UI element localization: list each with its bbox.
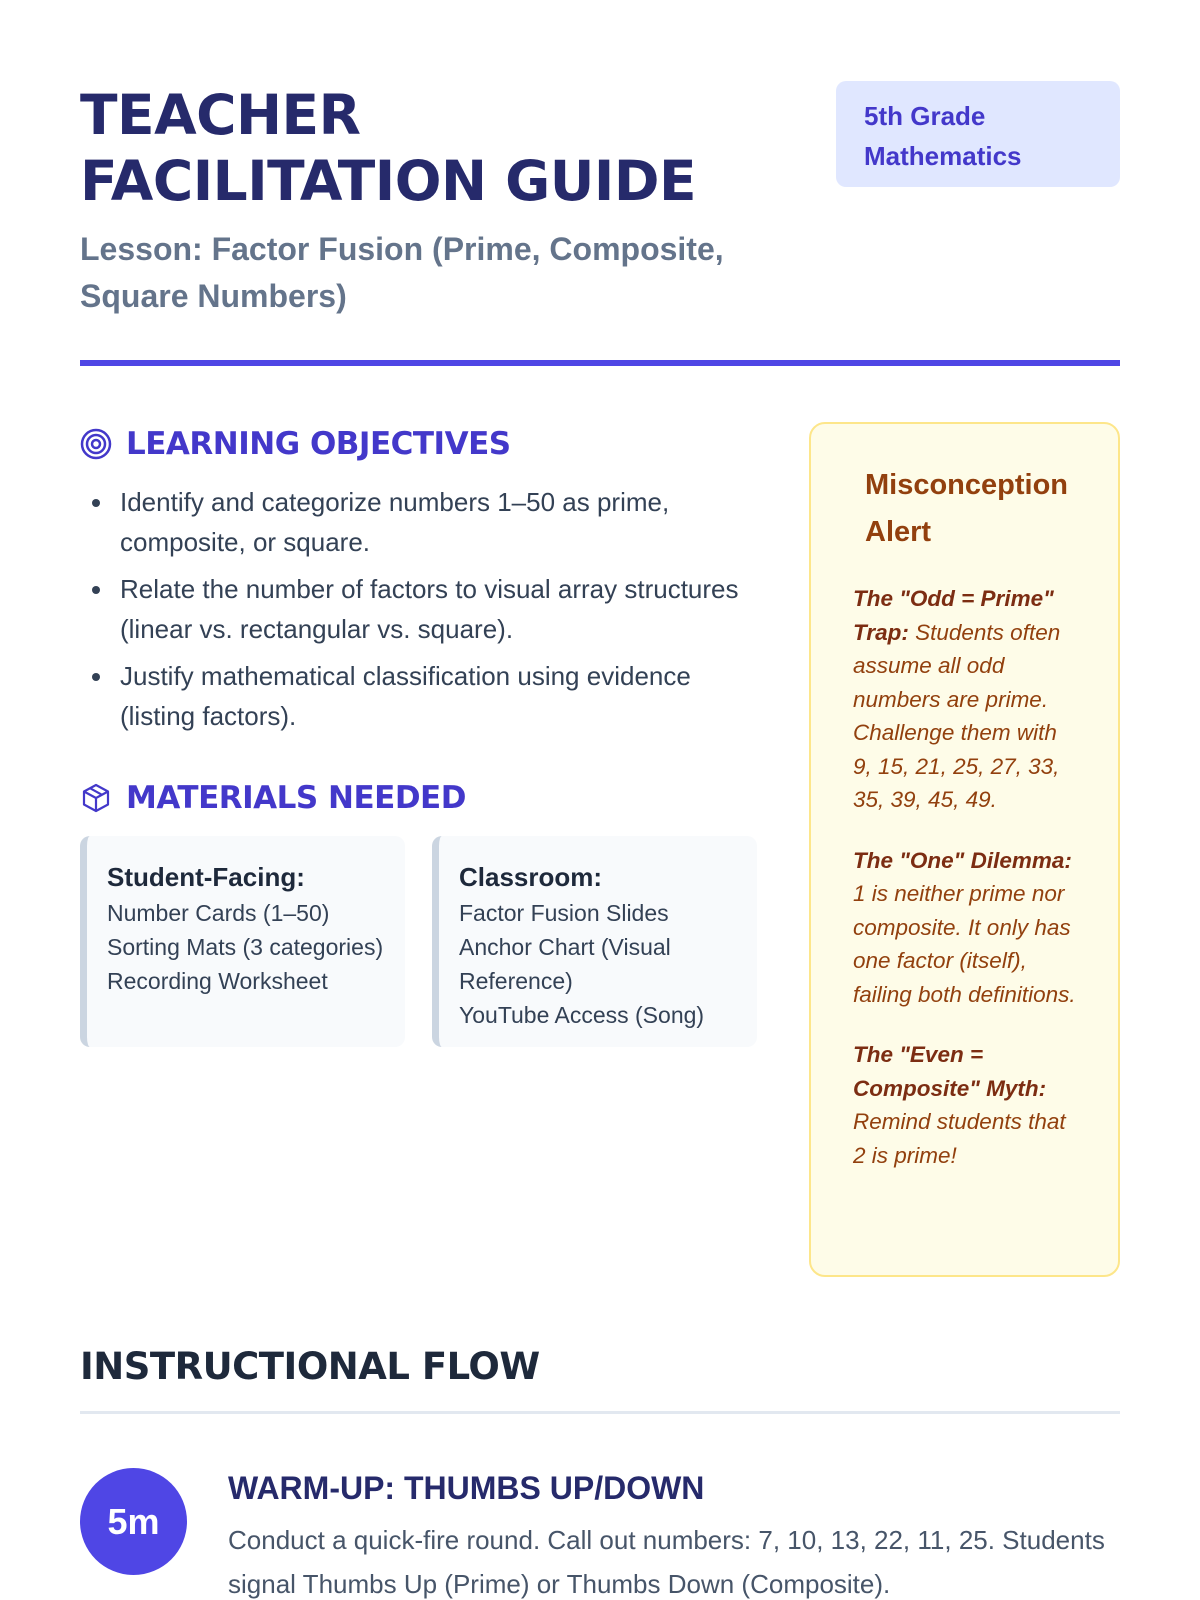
student-materials-title: Student-Facing: <box>107 862 305 892</box>
step-time-badge: 5m <box>80 1468 187 1575</box>
materials-heading-label: MATERIALS NEEDED <box>126 780 466 816</box>
objective-item: Identify and categorize numbers 1–50 as prime, composite, or square. <box>80 482 760 562</box>
alert-item-text: 1 is neither prime nor composite. It only has one factor (itself), failing both definitions. <box>853 881 1076 1007</box>
classroom-materials-title: Classroom: <box>459 862 603 892</box>
objective-item: Justify mathematical classification using evidence (listing factors). <box>80 656 760 736</box>
instructional-flow-heading: INSTRUCTIONAL FLOW <box>80 1345 540 1388</box>
grade-badge-line-1: 5th Grade <box>864 101 986 131</box>
alert-item-lead: The "One" Dilemma: <box>853 847 1072 873</box>
objectives-list <box>80 482 760 743</box>
material-item: Sorting Mats (3 categories) <box>107 934 384 960</box>
alert-item <box>853 844 1080 1012</box>
alert-item-text: Remind students that 2 is prime! <box>853 1109 1066 1168</box>
alert-item <box>853 1038 1080 1172</box>
alert-item <box>853 582 1080 817</box>
alert-item-text: Students often assume all odd numbers are prime. Challenge them with 9, 15, 21, 25, 27, 33, 35, 39, 45, 49. <box>853 619 1061 812</box>
lesson-subtitle: Lesson: Factor Fusion (Prime, Composite, Square Numbers) <box>80 231 724 314</box>
material-item: Factor Fusion Slides <box>459 900 669 926</box>
objectives-heading-label: LEARNING OBJECTIVES <box>126 426 511 462</box>
misconception-alert <box>809 422 1120 1277</box>
alert-item-lead: The "Even = Composite" Myth: <box>853 1042 1047 1101</box>
box-icon <box>80 782 112 814</box>
material-item: YouTube Access (Song) <box>459 1002 705 1028</box>
flow-divider <box>80 1411 1120 1414</box>
title-line-1: TEACHER <box>80 83 361 147</box>
objectives-heading <box>80 426 511 462</box>
classroom-materials-card <box>432 836 757 1047</box>
material-item: Recording Worksheet <box>107 968 328 994</box>
page-title <box>80 82 820 214</box>
target-icon <box>80 428 112 460</box>
alert-item-lead: The "Odd = Prime" Trap: <box>853 586 1054 645</box>
title-line-2: FACILITATION GUIDE <box>80 149 697 213</box>
grade-badge-line-2: Mathematics <box>864 141 1022 171</box>
material-item: Number Cards (1–50) <box>107 900 330 926</box>
materials-heading <box>80 780 466 816</box>
objective-item: Relate the number of factors to visual array structures (linear vs. rectangular vs. square). <box>80 569 760 649</box>
step-description: Conduct a quick-fire round. Call out numbers: 7, 10, 13, 22, 11, 25. Students signal Thumbs Up (Prime) or Thumbs Down (Composite). <box>228 1525 1105 1599</box>
alert-title: Misconception Alert <box>865 469 1069 548</box>
grade-badge <box>836 81 1120 187</box>
header-divider <box>80 360 1120 366</box>
material-item: Anchor Chart (Visual Reference) <box>459 934 671 994</box>
step-title: WARM-UP: THUMBS UP/DOWN <box>228 1470 705 1506</box>
student-materials-card <box>80 836 405 1047</box>
guide-page <box>80 0 1120 1600</box>
